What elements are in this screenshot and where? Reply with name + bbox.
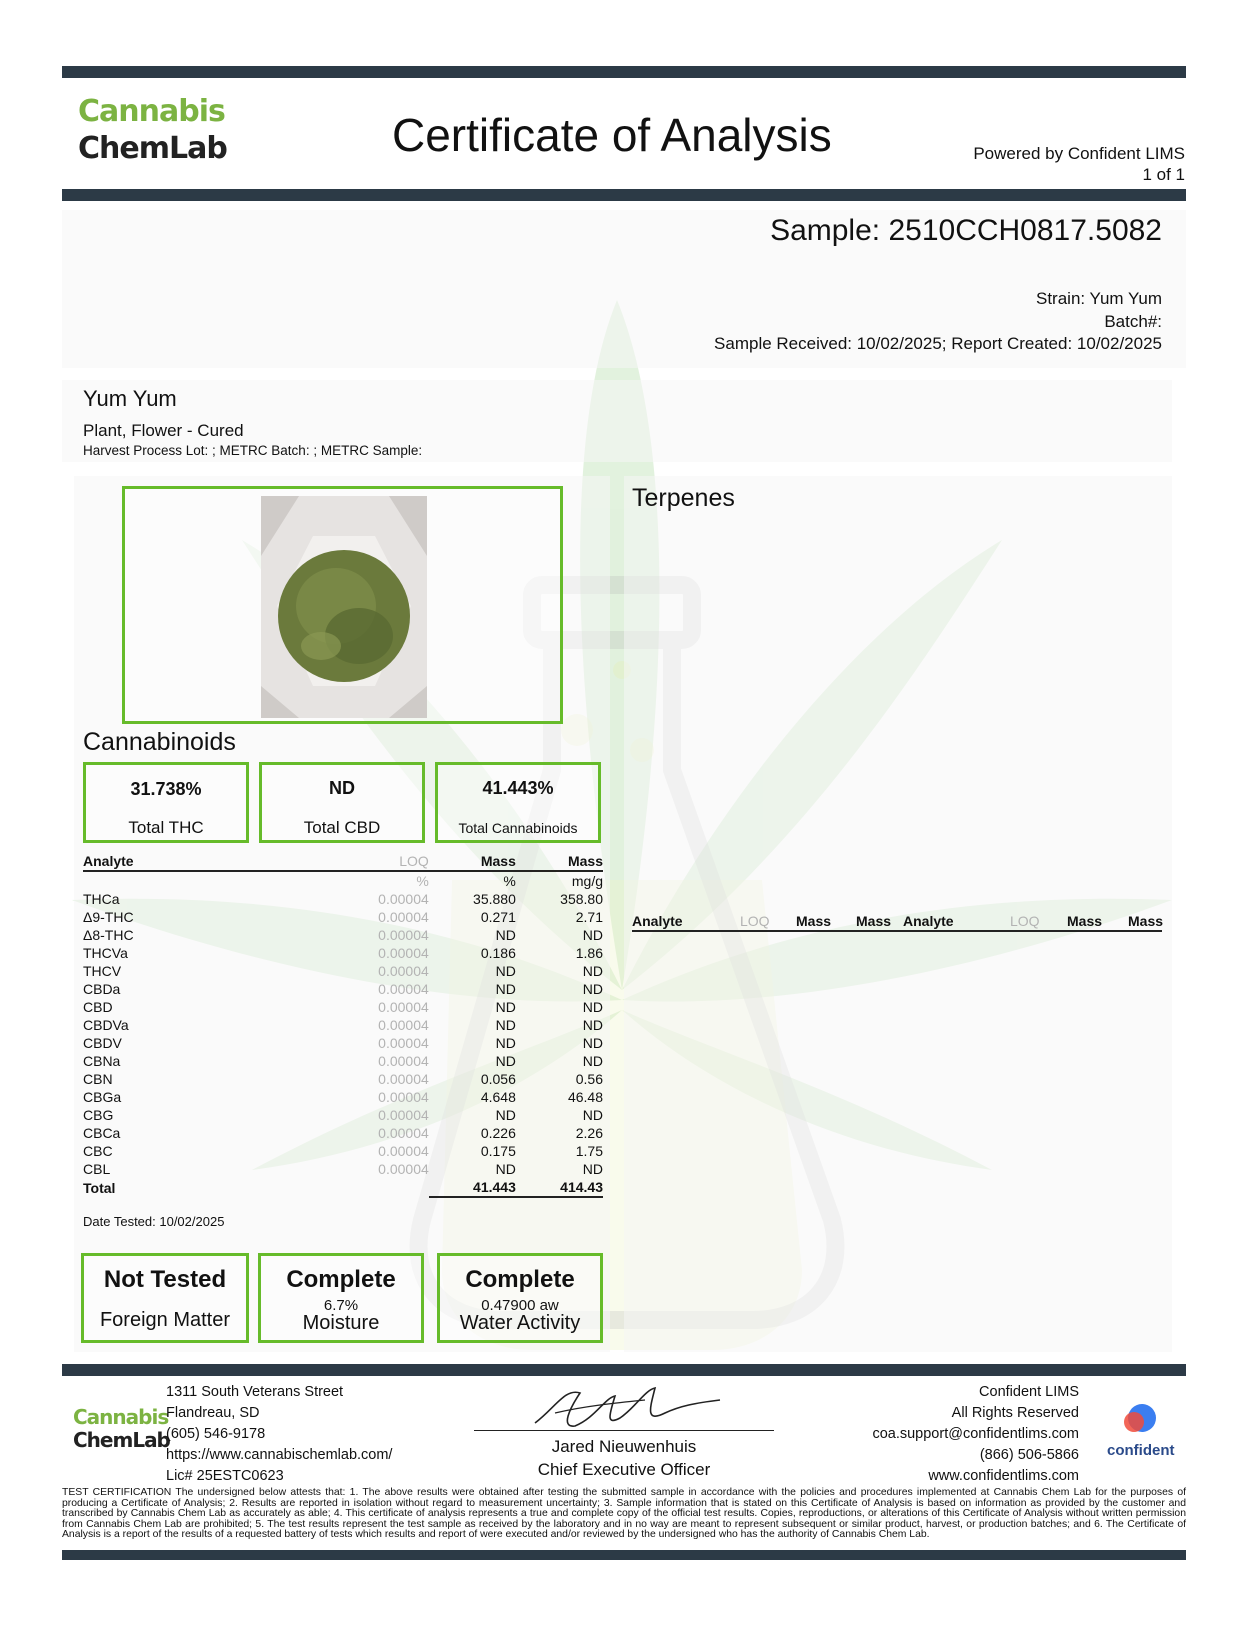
unit-loq: % (416, 873, 429, 889)
cell-analyte: Δ8-THC (83, 927, 134, 943)
table-header-row (83, 852, 603, 871)
cell-loq: 0.00004 (378, 1017, 429, 1033)
cell-mg: 2.26 (575, 1125, 603, 1141)
total-cbd-card (259, 762, 425, 843)
sample-batch: Batch#: (1104, 312, 1162, 331)
cell-loq: 0.00004 (378, 999, 429, 1015)
cell-analyte: CBDV (83, 1035, 122, 1051)
total-cannabinoids-label: Total Cannabinoids (458, 820, 578, 836)
cell-analyte: CBDa (83, 981, 121, 997)
cell-mg: 2.71 (575, 909, 603, 925)
table-row (83, 1016, 603, 1034)
product-lot-info: Harvest Process Lot: ; METRC Batch: ; METRC Sample: (83, 443, 423, 458)
cell-analyte: CBC (83, 1143, 113, 1159)
lab-phone[interactable]: (605) 546-9178 (166, 1426, 266, 1442)
table-row (83, 1106, 603, 1124)
lab-license: Lic# 25ESTC0623 (166, 1468, 284, 1484)
cell-mg: 1.86 (575, 945, 603, 961)
lims-rights: All Rights Reserved (951, 1405, 1079, 1421)
lab-logo-chemlab: ChemLab (78, 131, 227, 166)
table-row (83, 980, 603, 998)
cell-loq: 0.00004 (378, 945, 429, 961)
lims-info (872, 1382, 1079, 1487)
cell-mg: ND (582, 963, 603, 979)
cell-pct: ND (495, 999, 516, 1015)
cell-analyte: THCVa (83, 945, 128, 961)
lab-logo-cannabis: Cannabis (78, 94, 225, 129)
terp-col-loq-2: LOQ (1010, 913, 1040, 929)
cannabinoids-table (83, 852, 603, 1198)
cell-loq: 0.00004 (378, 1089, 429, 1105)
signature-line (474, 1430, 774, 1431)
cell-analyte: CBCa (83, 1125, 121, 1141)
table-row (83, 944, 603, 962)
cell-loq: 0.00004 (378, 1071, 429, 1087)
page-number: 1 of 1 (1142, 165, 1185, 184)
table-row (83, 908, 603, 926)
cell-mg: 358.80 (560, 891, 603, 907)
total-cannabinoids-card (435, 762, 601, 843)
terpenes-heading: Terpenes (632, 484, 735, 512)
moisture-status: Complete (286, 1266, 396, 1293)
cell-mg: 0.56 (575, 1071, 603, 1087)
cell-mg: ND (582, 999, 603, 1015)
lims-website[interactable]: www.confidentlims.com (928, 1468, 1079, 1484)
cell-loq: 0.00004 (378, 1143, 429, 1159)
signature (525, 1378, 725, 1438)
cell-pct: ND (495, 981, 516, 997)
cell-loq: 0.00004 (378, 927, 429, 943)
moisture-label: Moisture (302, 1312, 380, 1334)
cell-loq: 0.00004 (378, 1161, 429, 1177)
cell-mg: 1.75 (575, 1143, 603, 1159)
water-activity-value: 0.47900 aw (481, 1297, 559, 1314)
total-loq-empty (253, 1178, 428, 1197)
cell-mg: ND (582, 1053, 603, 1069)
total-cbd-label: Total CBD (303, 818, 381, 837)
cell-analyte: CBL (83, 1161, 111, 1177)
cell-pct: ND (495, 927, 516, 943)
header-bottom-bar (62, 189, 1186, 201)
footer-logo-cannabis: Cannabis (73, 1405, 169, 1429)
signer-title: Chief Executive Officer (537, 1460, 711, 1479)
sample-id: Sample: 2510CCH0817.5082 (770, 214, 1162, 247)
lab-website-link[interactable]: https://www.cannabischemlab.com/ (166, 1447, 393, 1463)
col-mass-pct: Mass (429, 852, 516, 871)
terp-col-mass-3: Mass (1067, 913, 1103, 929)
page-title: Certificate of Analysis (392, 109, 832, 161)
powered-by: Powered by Confident LIMS (973, 144, 1185, 163)
foreign-matter-label: Foreign Matter (99, 1309, 231, 1331)
cell-analyte: CBD (83, 999, 113, 1015)
confident-logo-text: confident (1107, 1442, 1175, 1459)
cell-analyte: THCa (83, 891, 120, 907)
table-row (83, 1160, 603, 1178)
table-row (83, 1070, 603, 1088)
terp-col-analyte-1: Analyte (632, 913, 683, 929)
unit-mg: mg/g (571, 873, 603, 889)
cell-loq: 0.00004 (378, 1125, 429, 1141)
address-street: 1311 South Veterans Street (166, 1384, 344, 1400)
cannabinoids-heading: Cannabinoids (83, 728, 236, 756)
total-mg: 414.43 (516, 1178, 603, 1197)
cell-mg: ND (582, 1017, 603, 1033)
cell-pct: ND (495, 963, 516, 979)
terpenes-header-line (632, 930, 1162, 932)
total-pct: 41.443 (429, 1178, 516, 1197)
top-bar (62, 66, 1186, 78)
terp-col-mass-1: Mass (796, 913, 832, 929)
table-row (83, 1088, 603, 1106)
lims-name: Confident LIMS (979, 1384, 1079, 1400)
terp-col-loq-1: LOQ (740, 913, 770, 929)
col-loq: LOQ (253, 852, 428, 871)
moisture-card (258, 1253, 424, 1343)
cell-loq: 0.00004 (378, 1053, 429, 1069)
total-analyte: Total (83, 1179, 116, 1196)
cell-pct: 4.648 (480, 1089, 516, 1105)
cell-analyte: CBG (83, 1107, 114, 1123)
table-row (83, 890, 603, 908)
footer-bottom-bar (62, 1550, 1186, 1560)
sample-photo-frame (122, 486, 563, 724)
total-row (83, 1178, 603, 1197)
sample-strain: Strain: Yum Yum (1036, 289, 1162, 308)
water-activity-label: Water Activity (459, 1312, 581, 1334)
cell-pct: 0.175 (480, 1143, 516, 1159)
unit-row (83, 871, 603, 890)
lab-address (166, 1382, 392, 1487)
terp-col-mass-2: Mass (856, 913, 892, 929)
table-row (83, 962, 603, 980)
table-row (83, 998, 603, 1016)
cell-analyte: CBN (83, 1071, 113, 1087)
foreign-matter-status: Not Tested (103, 1266, 227, 1293)
footer-logo-chemlab: ChemLab (73, 1428, 170, 1452)
test-certification: TEST CERTIFICATION The undersigned below attests that: 1. The above results were obtained after testing the submitted sample in accordance with the policies and procedures implemented at Cannabis Chem Lab for the purposes of producing a Certificate of Analysis; 2. Results are reported in isolation without regard to measurement uncertainty; 3. Sample information that is stated on this Certificate of Analysis is based on information as provided by the customer and transcribed by Cannabis Chem Lab as accurately as able; 4. This certificate of analysis represents a true and complete copy of the official test results. Copies, reproductions, or alterations of this Certificate of Analysis without written permission from Cannabis Chem Lab are prohibited; 5. The test results represent the test sample as received by the laboratory and in no way are meant to represent subsequent or similar product, harvest, or production batches; and 6. The Certificate of Analysis is a report of the results of a requested battery of tests which results and report of were executed and/or reviewed by the undersigned who has the authority of Cannabis Chem Lab. (62, 1487, 1186, 1540)
total-cbd-value: ND (329, 778, 355, 798)
table-row (83, 1142, 603, 1160)
cell-mg: ND (582, 1107, 603, 1123)
total-cannabinoids-value: 41.443% (482, 778, 554, 798)
col-analyte: Analyte (83, 852, 253, 871)
cell-pct: ND (495, 1035, 516, 1051)
cell-pct: ND (495, 1107, 516, 1123)
total-thc-label: Total THC (128, 818, 204, 837)
cell-pct: ND (495, 1053, 516, 1069)
water-activity-status: Complete (465, 1266, 575, 1293)
cell-analyte: THCV (83, 963, 122, 979)
sample-photo (261, 496, 427, 718)
cell-mg: 46.48 (567, 1089, 603, 1105)
table-row (83, 926, 603, 944)
water-activity-card (437, 1253, 603, 1343)
cell-pct: 0.056 (480, 1071, 516, 1087)
cell-analyte: CBGa (83, 1089, 122, 1105)
cell-mg: ND (582, 1035, 603, 1051)
lims-phone[interactable]: (866) 506-5866 (979, 1447, 1079, 1463)
cell-pct: ND (495, 1161, 516, 1177)
signer-name: Jared Nieuwenhuis (551, 1437, 697, 1456)
total-thc-value: 31.738% (130, 779, 202, 799)
col-mass-mg: Mass (516, 852, 603, 871)
cell-mg: ND (582, 927, 603, 943)
terp-col-analyte-2: Analyte (903, 913, 954, 929)
cell-analyte: CBDVa (83, 1017, 129, 1033)
cell-loq: 0.00004 (378, 963, 429, 979)
date-tested: Date Tested: 10/02/2025 (83, 1214, 225, 1229)
cell-pct: 35.880 (473, 891, 516, 907)
product-category: Plant, Flower - Cured (83, 421, 244, 440)
cell-loq: 0.00004 (378, 891, 429, 907)
footer-top-bar (62, 1364, 1186, 1376)
unit-pct: % (503, 873, 516, 889)
cell-pct: ND (495, 1017, 516, 1033)
terp-col-mass-4: Mass (1128, 913, 1164, 929)
lims-email[interactable]: coa.support@confidentlims.com (872, 1426, 1079, 1442)
address-city: Flandreau, SD (166, 1405, 260, 1421)
cell-mg: ND (582, 1161, 603, 1177)
confident-logo-icon (1120, 1400, 1160, 1440)
cell-pct: 0.186 (480, 945, 516, 961)
sample-dates: Sample Received: 10/02/2025; Report Created: 10/02/2025 (714, 334, 1162, 353)
cell-pct: 0.226 (480, 1125, 516, 1141)
cell-loq: 0.00004 (378, 1035, 429, 1051)
table-row (83, 1124, 603, 1142)
total-thc-card (83, 762, 249, 843)
cell-mg: ND (582, 981, 603, 997)
foreign-matter-card (81, 1253, 249, 1343)
cell-pct: 0.271 (480, 909, 516, 925)
cell-loq: 0.00004 (378, 981, 429, 997)
cell-analyte: Δ9-THC (83, 909, 134, 925)
moisture-value: 6.7% (323, 1297, 359, 1314)
cell-analyte: CBNa (83, 1053, 121, 1069)
product-name: Yum Yum (83, 386, 177, 411)
table-row (83, 1052, 603, 1070)
table-row (83, 1034, 603, 1052)
cell-loq: 0.00004 (378, 1107, 429, 1123)
cell-loq: 0.00004 (378, 909, 429, 925)
